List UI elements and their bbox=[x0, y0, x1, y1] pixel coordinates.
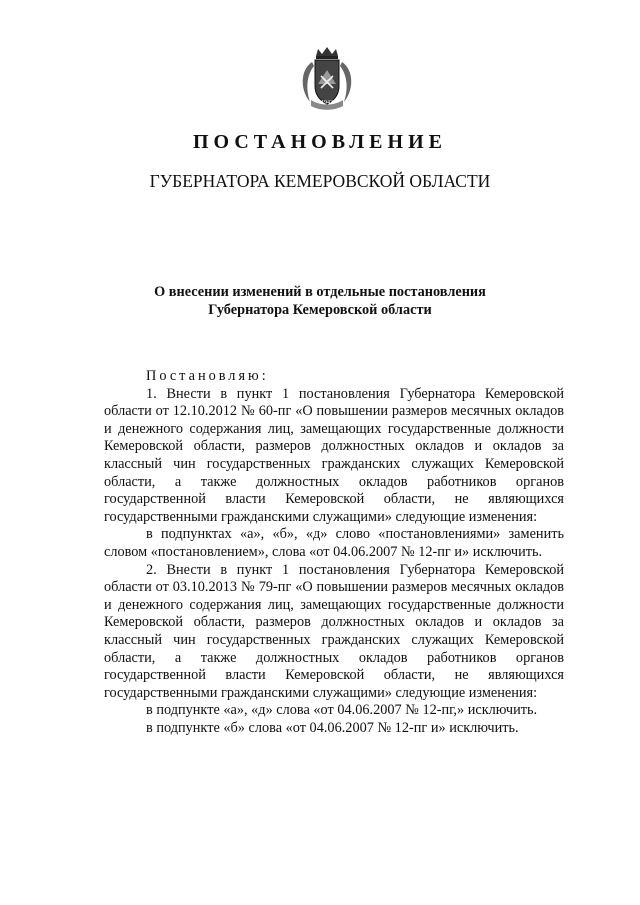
decree-paragraph-5: в подпункте «б» слова «от 04.06.2007 № 12-пг и» исключить. bbox=[146, 719, 519, 736]
document-title: ПОСТАНОВЛЕНИЕ bbox=[193, 131, 447, 153]
decree-paragraph-1: 1. Внести в пункт 1 постановления Губернатора Кемеровской области от 12.10.2012 № 60-пг «О повышении размеров месячных окладов и денежного содержания лиц, замещающих государственные должности Кемеровской области, размеров должностных окладов и окладов за классный чин государственных гражданских служащих Кемеровской области, а также должностных окладов работников органов государственной власти Кемеровской области, не являющихся государственными гражданскими служащими» следующие изменения: bbox=[104, 385, 564, 525]
coat-of-arms-banner-text: 1943 bbox=[321, 100, 333, 106]
document-body bbox=[104, 368, 564, 737]
decree-paragraph-3: 2. Внести в пункт 1 постановления Губернатора Кемеровской области от 03.10.2013 № 79-пг «О повышении размеров месячных окладов и денежного содержания лиц, замещающих государственные должности Кемеровской области, размеров должностных окладов и окладов за классный чин государственных гражданских служащих Кемеровской области, а также должностных окладов работников органов государственной власти Кемеровской области, не являющихся государственными гражданскими служащими» следующие изменения: bbox=[104, 561, 564, 701]
decree-paragraph-4: в подпункте «а», «д» слова «от 04.06.2007 № 12-пг,» исключить. bbox=[146, 702, 538, 719]
document-heading bbox=[100, 283, 540, 319]
document-heading-line1: О внесении изменений в отдельные постановления bbox=[154, 284, 486, 300]
decree-intro: Постановляю: bbox=[146, 368, 269, 384]
coat-of-arms-icon bbox=[298, 46, 356, 112]
document-subtitle: ГУБЕРНАТОРА КЕМЕРОВСКОЙ ОБЛАСТИ bbox=[149, 171, 491, 191]
document-heading-line2: Губернатора Кемеровской области bbox=[208, 302, 432, 318]
decree-paragraph-2: в подпунктах «а», «б», «д» слово «постановлениями» заменить словом «постановлением», слова «от 04.06.2007 № 12-пг и» исключить. bbox=[104, 526, 564, 560]
